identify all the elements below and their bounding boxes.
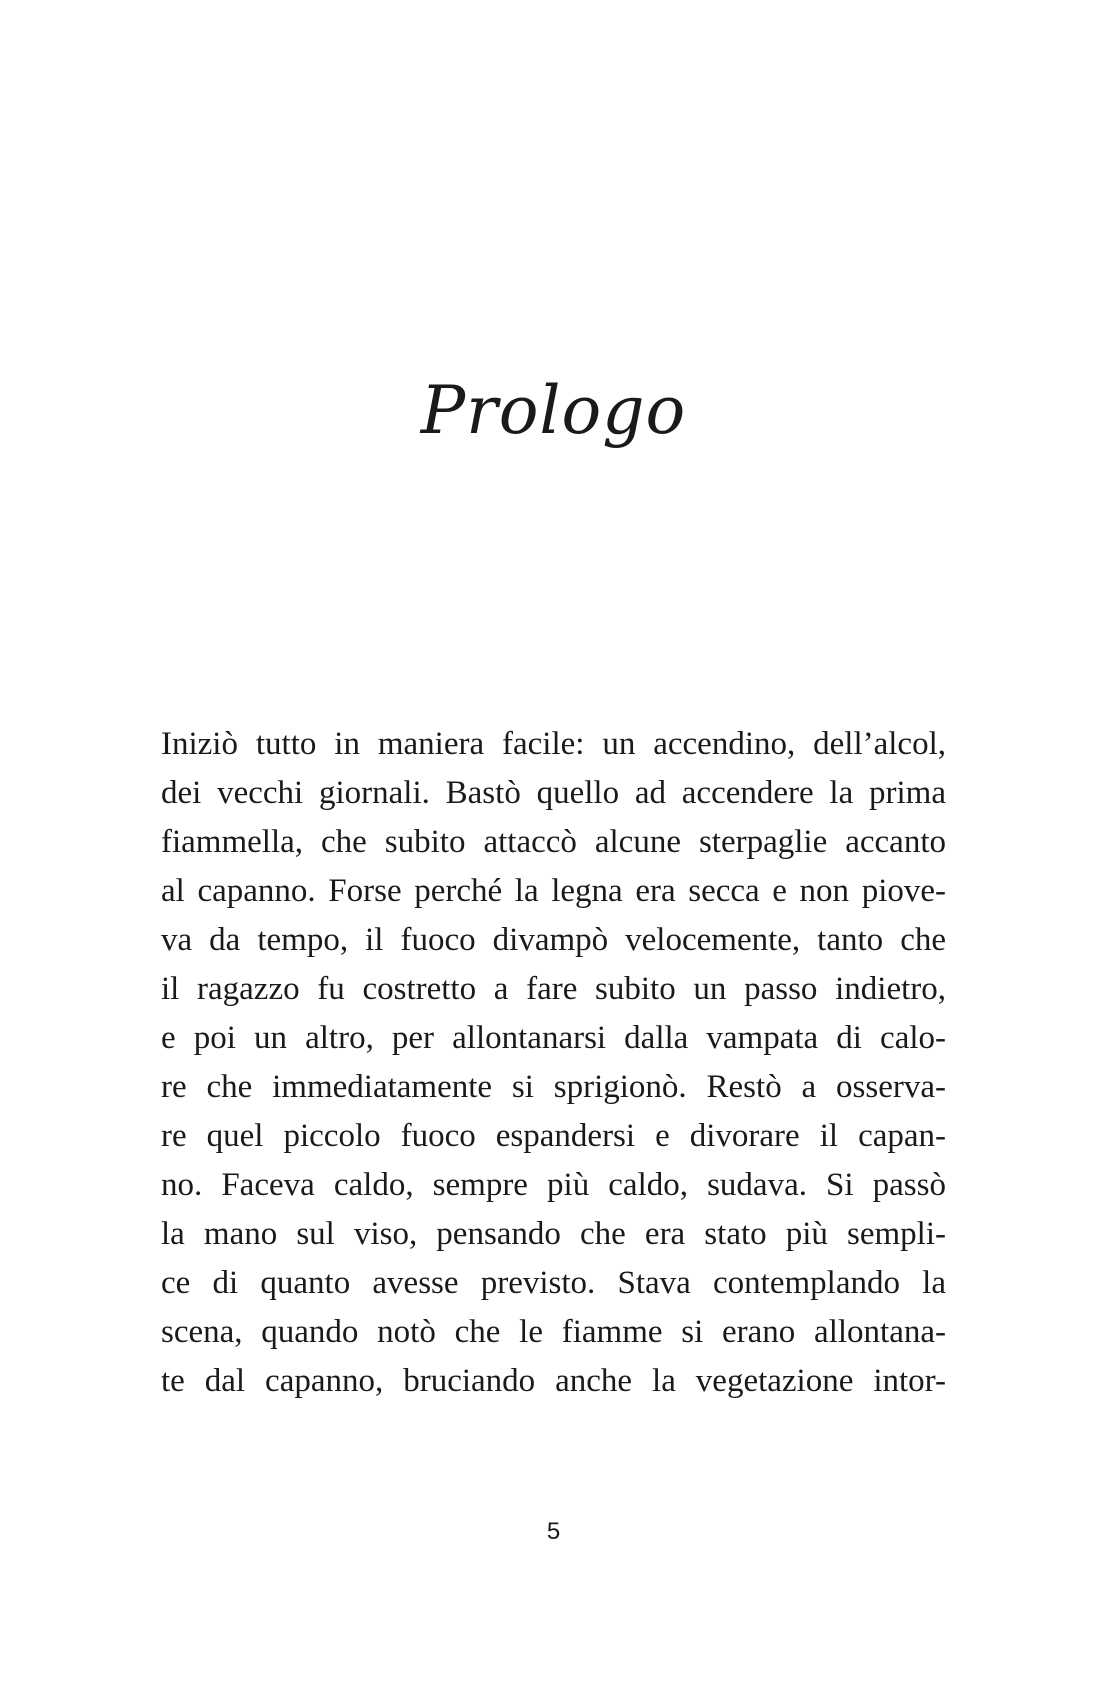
text-line: re quel piccolo fuoco espandersi e divorare il capan- <box>161 1118 946 1154</box>
text-line: al capanno. Forse perché la legna era secca e non piove- <box>161 873 946 909</box>
text-line: Iniziò tutto in maniera facile: un accendino, dell’alcol, <box>161 726 946 762</box>
page-number: 5 <box>546 1518 561 1545</box>
text-line: te dal capanno, bruciando anche la vegetazione intor- <box>161 1363 946 1399</box>
text-line: ce di quanto avesse previsto. Stava contemplando la <box>161 1265 946 1301</box>
text-line: scena, quando notò che le fiamme si erano allontana- <box>161 1314 946 1350</box>
chapter-title: Prologo <box>420 372 687 449</box>
text-line: va da tempo, il fuoco divampò velocemente, tanto che <box>161 922 946 958</box>
text-line: fiammella, che subito attaccò alcune sterpaglie accanto <box>161 824 946 860</box>
text-line: il ragazzo fu costretto a fare subito un passo indietro, <box>161 971 946 1007</box>
text-line: dei vecchi giornali. Bastò quello ad accendere la prima <box>161 775 946 811</box>
text-line: re che immediatamente si sprigionò. Restò a osserva- <box>161 1069 946 1105</box>
text-line: la mano sul viso, pensando che era stato più sempli- <box>161 1216 946 1252</box>
text-line: e poi un altro, per allontanarsi dalla vampata di calo- <box>161 1020 946 1056</box>
text-line: no. Faceva caldo, sempre più caldo, sudava. Si passò <box>161 1167 946 1203</box>
body-paragraph <box>161 720 946 1406</box>
